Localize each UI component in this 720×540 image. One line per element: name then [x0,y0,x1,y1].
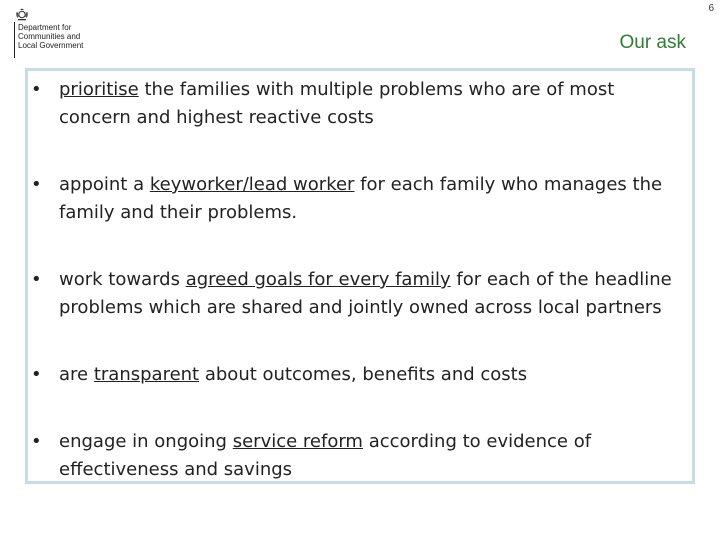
bullet-text-before: engage in ongoing [59,431,233,452]
bullet-text-before: work towards [59,269,186,290]
dclg-logo [14,8,96,52]
bullet-text-after: about outcomes, benefits and costs [199,364,528,385]
bullet-text-before: are [59,364,94,385]
bullet-keyword: transparent [93,364,200,385]
logo-line: Local Government [18,41,84,50]
list-item [28,361,688,389]
logo-divider [14,22,15,58]
bullet-keyword: prioritise [59,79,139,100]
logo-line: Communities and [18,32,81,41]
bullet-dot-icon: • [31,431,42,452]
royal-coat-of-arms-icon [15,8,29,21]
bullet-keyword: keyworker/lead worker [149,174,355,195]
page-number: 6 [708,3,714,14]
logo-text [18,23,83,50]
bullet-dot-icon: • [31,269,42,290]
bullet-dot-icon: • [31,174,42,195]
list-item [28,266,688,322]
list-item [28,171,688,227]
bullet-text-after: according to evidence of effectiveness and savings [59,431,592,480]
bullet-dot-icon: • [31,79,42,100]
bullet-text-after: for each family who manages the family and their problems. [59,174,663,223]
bullet-keyword: service reform [232,431,363,452]
list-item [28,76,688,132]
bullet-dot-icon: • [31,364,42,385]
bullet-list [28,76,688,484]
bullet-text-before: appoint a [59,174,150,195]
logo-line: Department for [18,23,72,32]
bullet-text-after: for each of the headline problems which are shared and jointly owned across local partners [59,269,672,318]
list-item [28,428,688,484]
bullet-text-after: the families with multiple problems who are of most concern and highest reactive costs [59,79,615,128]
page-title: Our ask [619,32,686,53]
bullet-keyword: agreed goals for every family [185,269,451,290]
